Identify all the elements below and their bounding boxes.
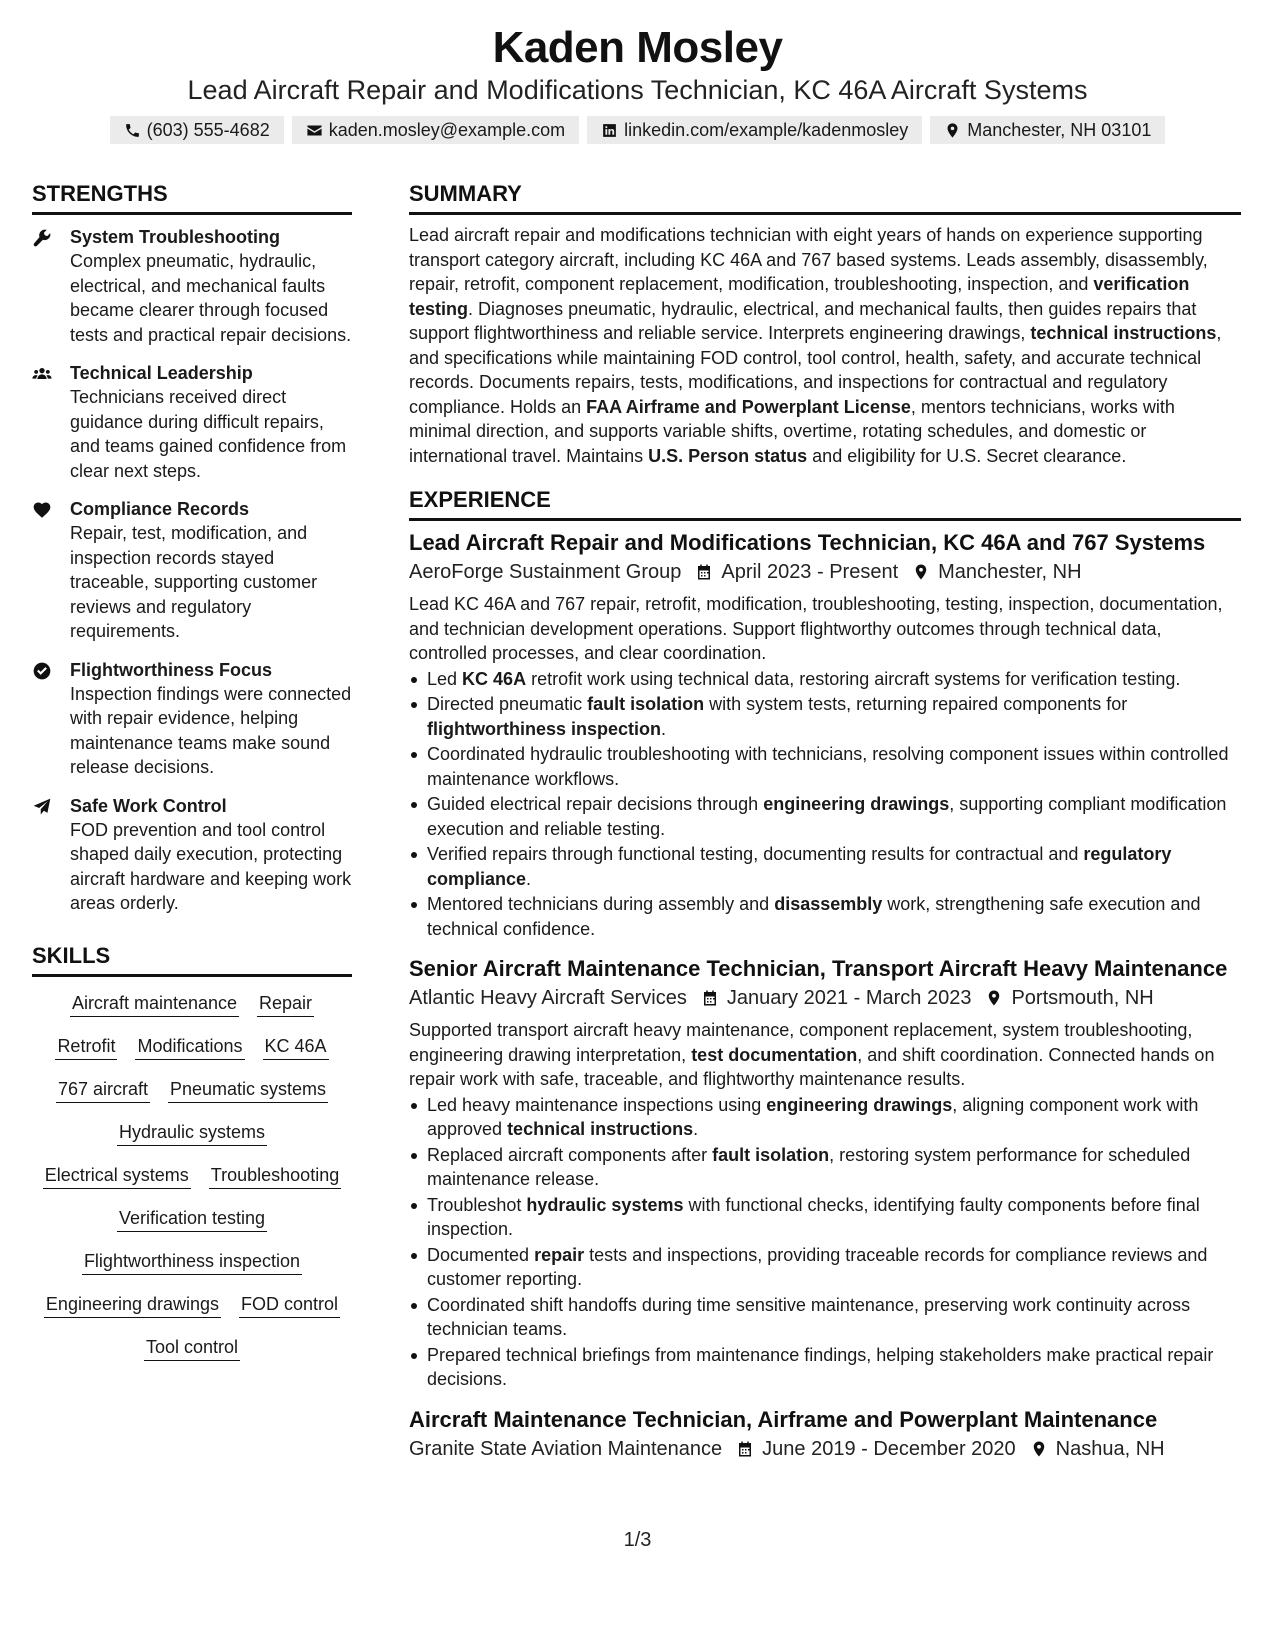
skill-tag: 767 aircraft [56,1077,150,1103]
strength-item [32,225,352,347]
job-meta [409,1435,1241,1463]
wrench-icon [32,228,52,248]
bold-phrase: FAA Airframe and Powerplant License [586,396,911,417]
candidate-name: Kaden Mosley [492,23,783,72]
contact-location [930,116,1165,144]
skill-tag: Modifications [135,1034,244,1060]
users-icon [32,364,52,384]
job-company: Granite State Aviation Maintenance [409,1437,723,1460]
heart-icon [32,500,52,520]
strength-desc: FOD prevention and tool control shaped daily execution, protecting aircraft hardware and keeping work areas orderly. [70,819,352,913]
job-bullet: Mentored technicians during assembly and disassembly work, strengthening safe execution and technical confidence. [409,892,1241,941]
resume-header [0,22,1275,144]
job-dates: June 2019 - December 2020 [762,1437,1016,1460]
job-description: Supported transport aircraft heavy maintenance, component replacement, system troubleshooting, engineering drawing interpretation, test documentation, and shift coordination. Connected hands on repair work with safe, traceable, and flightworthy maintenance results. [409,1020,1215,1089]
strength-title: Compliance Records [70,499,250,519]
envelope-icon [306,122,323,139]
job-entry [409,529,1241,941]
job-meta [409,558,1241,586]
job-bullet: Coordinated shift handoffs during time sensitive maintenance, preserving work continuity across technician teams. [409,1293,1241,1342]
bold-phrase: engineering drawings [763,794,950,814]
linkedin-icon [601,122,618,139]
strength-item [32,361,352,483]
bold-phrase: U.S. Person status [648,445,808,466]
calendar-icon [701,989,719,1007]
bold-phrase: hydraulic systems [526,1194,684,1215]
strength-desc: Technicians received direct guidance during difficult repairs, and teams gained confidence from clear next steps. [70,387,347,481]
job-bullet: Directed pneumatic fault isolation with system tests, returning repaired components for flightworthiness inspection. [409,692,1241,741]
skill-tag: Engineering drawings [44,1292,221,1318]
job-bullet: Led heavy maintenance inspections using engineering drawings, aligning component work with approved technical instructions. [409,1093,1241,1142]
job-location: Portsmouth, NH [1011,987,1154,1009]
skill-tag: Aircraft maintenance [70,991,239,1017]
bold-phrase: repair [534,1244,585,1265]
bold-phrase: regulatory compliance [427,844,1172,889]
job-title: Senior Aircraft Maintenance Technician, Transport Aircraft Heavy Maintenance [409,956,1228,981]
strength-desc: Repair, test, modification, and inspection records stayed traceable, supporting customer reviews and regulatory requirements. [70,523,318,641]
skill-tag: Pneumatic systems [168,1077,328,1103]
job-meta [409,984,1241,1012]
experience-heading: EXPERIENCE [409,486,1241,521]
job-dates: April 2023 - Present [721,561,899,583]
phone-text: (603) 555-4682 [146,120,270,140]
paper-plane-icon [32,797,52,817]
job-title: Lead Aircraft Repair and Modifications Technician, KC 46A and 767 Systems [409,530,1206,555]
contact-phone[interactable] [110,116,284,144]
skill-tag: FOD control [239,1292,340,1318]
strength-title: Technical Leadership [70,363,253,383]
phone-icon [124,122,141,139]
calendar-icon [736,1440,754,1458]
contact-email[interactable] [292,116,579,144]
map-pin-icon [985,989,1003,1007]
job-bullet: Replaced aircraft components after fault isolation, restoring system performance for scheduled maintenance release. [409,1143,1241,1192]
job-entry [409,955,1241,1392]
job-bullets [409,1093,1241,1392]
bold-phrase: flightworthiness inspection [427,718,662,739]
candidate-title: Lead Aircraft Repair and Modifications Technician, KC 46A Aircraft Systems [187,75,1088,105]
strength-title: Safe Work Control [70,795,227,816]
strength-item [32,497,352,644]
job-description: Lead KC 46A and 767 repair, retrofit, modification, troubleshooting, testing, inspection, documentation, and technician development operations. Support flightworthy outcomes through technical data, controlled processes, and clear coordination. [409,594,1223,663]
skill-tag: Tool control [144,1335,240,1361]
skill-tag: Repair [257,991,314,1017]
skill-tag: Verification testing [117,1206,267,1232]
location-text: Manchester, NH 03101 [967,120,1152,140]
skill-tag: Troubleshooting [209,1163,341,1189]
job-bullet: Documented repair tests and inspections, providing traceable records for compliance reviews and customer reporting. [409,1243,1241,1292]
skill-tag: Electrical systems [43,1163,191,1189]
skill-tag: Retrofit [55,1034,117,1060]
bold-phrase: disassembly [774,894,883,914]
job-bullet: Guided electrical repair decisions through engineering drawings, supporting compliant modification execution and reliable testing. [409,792,1241,841]
strength-item [32,658,352,780]
email-text: kaden.mosley@example.com [328,120,566,140]
skill-tag: Flightworthiness inspection [82,1249,302,1275]
job-title: Aircraft Maintenance Technician, Airframe and Powerplant Maintenance [409,1406,1158,1432]
right-column [409,180,1241,1463]
bold-phrase: technical instructions [507,1119,694,1139]
contact-linkedin[interactable] [587,116,922,144]
job-bullet: Led KC 46A retrofit work using technical data, restoring aircraft systems for verification testing. [409,667,1241,692]
strengths-heading: STRENGTHS [32,180,352,215]
bold-phrase: fault isolation [712,1144,830,1165]
linkedin-text: linkedin.com/example/kadenmosley [624,120,909,140]
job-entry [409,1406,1241,1463]
calendar-icon [695,563,713,581]
strength-item [32,794,352,916]
skill-tag: Hydraulic systems [117,1120,267,1146]
job-bullet: Prepared technical briefings from maintenance findings, helping stakeholders make practical repair decisions. [409,1343,1241,1392]
strength-title: Flightworthiness Focus [70,659,273,680]
job-bullets [409,667,1241,942]
skill-tag: KC 46A [263,1034,329,1060]
job-bullet: Troubleshot hydraulic systems with functional checks, identifying faulty components before final inspection. [409,1193,1241,1242]
map-pin-icon [944,122,961,139]
skills-heading: SKILLS [32,942,352,977]
check-circle-icon [32,661,52,681]
strength-desc: Complex pneumatic, hydraulic, electrical, and mechanical faults became clearer through focused tests and practical repair decisions. [70,251,352,345]
strength-desc: Inspection findings were connected with repair evidence, helping maintenance teams make sound release decisions. [70,683,352,777]
summary-text: Lead aircraft repair and modifications technician with eight years of hands on experience supporting transport category aircraft, including KC 46A and 767 based systems. Leads assembly, disassembly, repair, retrofit, component replacement, modification, troubleshooting, inspection, and verification testing. Diagnoses pneumatic, hydraulic, electrical, and mechanical faults, then guides repairs that support flightworthiness and reliable service. Interprets engineering drawings, technical instructions, and specifications while maintaining FOD control, tool control, health, safety, and accurate technical records. Documents repairs, tests, modifications, and inspections for contractual and regulatory compliance. Holds an FAA Airframe and Powerplant License, mentors technicians, works with minimal direction, and supports variable shifts, overtime, rotating schedules, and domestic or international travel. Maintains U.S. Person status and eligibility for U.S. Secret clearance. [409,225,1222,466]
left-column [32,180,352,1361]
strength-title: System Troubleshooting [70,227,281,247]
bold-phrase: verification testing [409,274,1190,319]
map-pin-icon [1030,1440,1048,1458]
skills-list [32,991,352,1361]
summary-heading: SUMMARY [409,180,1241,215]
job-company: Atlantic Heavy Aircraft Services [409,987,687,1009]
job-company: AeroForge Sustainment Group [409,561,682,583]
job-location: Nashua, NH [1055,1437,1165,1460]
contact-bar [0,116,1275,144]
job-bullet: Coordinated hydraulic troubleshooting with technicians, resolving component issues within controlled maintenance workflows. [409,742,1241,791]
bold-phrase: fault isolation [587,694,705,714]
bold-phrase: test documentation [691,1044,858,1065]
map-pin-icon [912,563,930,581]
job-dates: January 2021 - March 2023 [726,987,972,1009]
bold-phrase: technical instructions [1030,323,1217,343]
bold-phrase: engineering drawings [766,1094,953,1115]
page-number: 1/3 [623,1529,652,1551]
bold-phrase: KC 46A [462,668,527,689]
strengths-list [32,225,352,916]
job-bullet: Verified repairs through functional testing, documenting results for contractual and regulatory compliance. [409,842,1241,891]
job-location: Manchester, NH [938,561,1082,583]
